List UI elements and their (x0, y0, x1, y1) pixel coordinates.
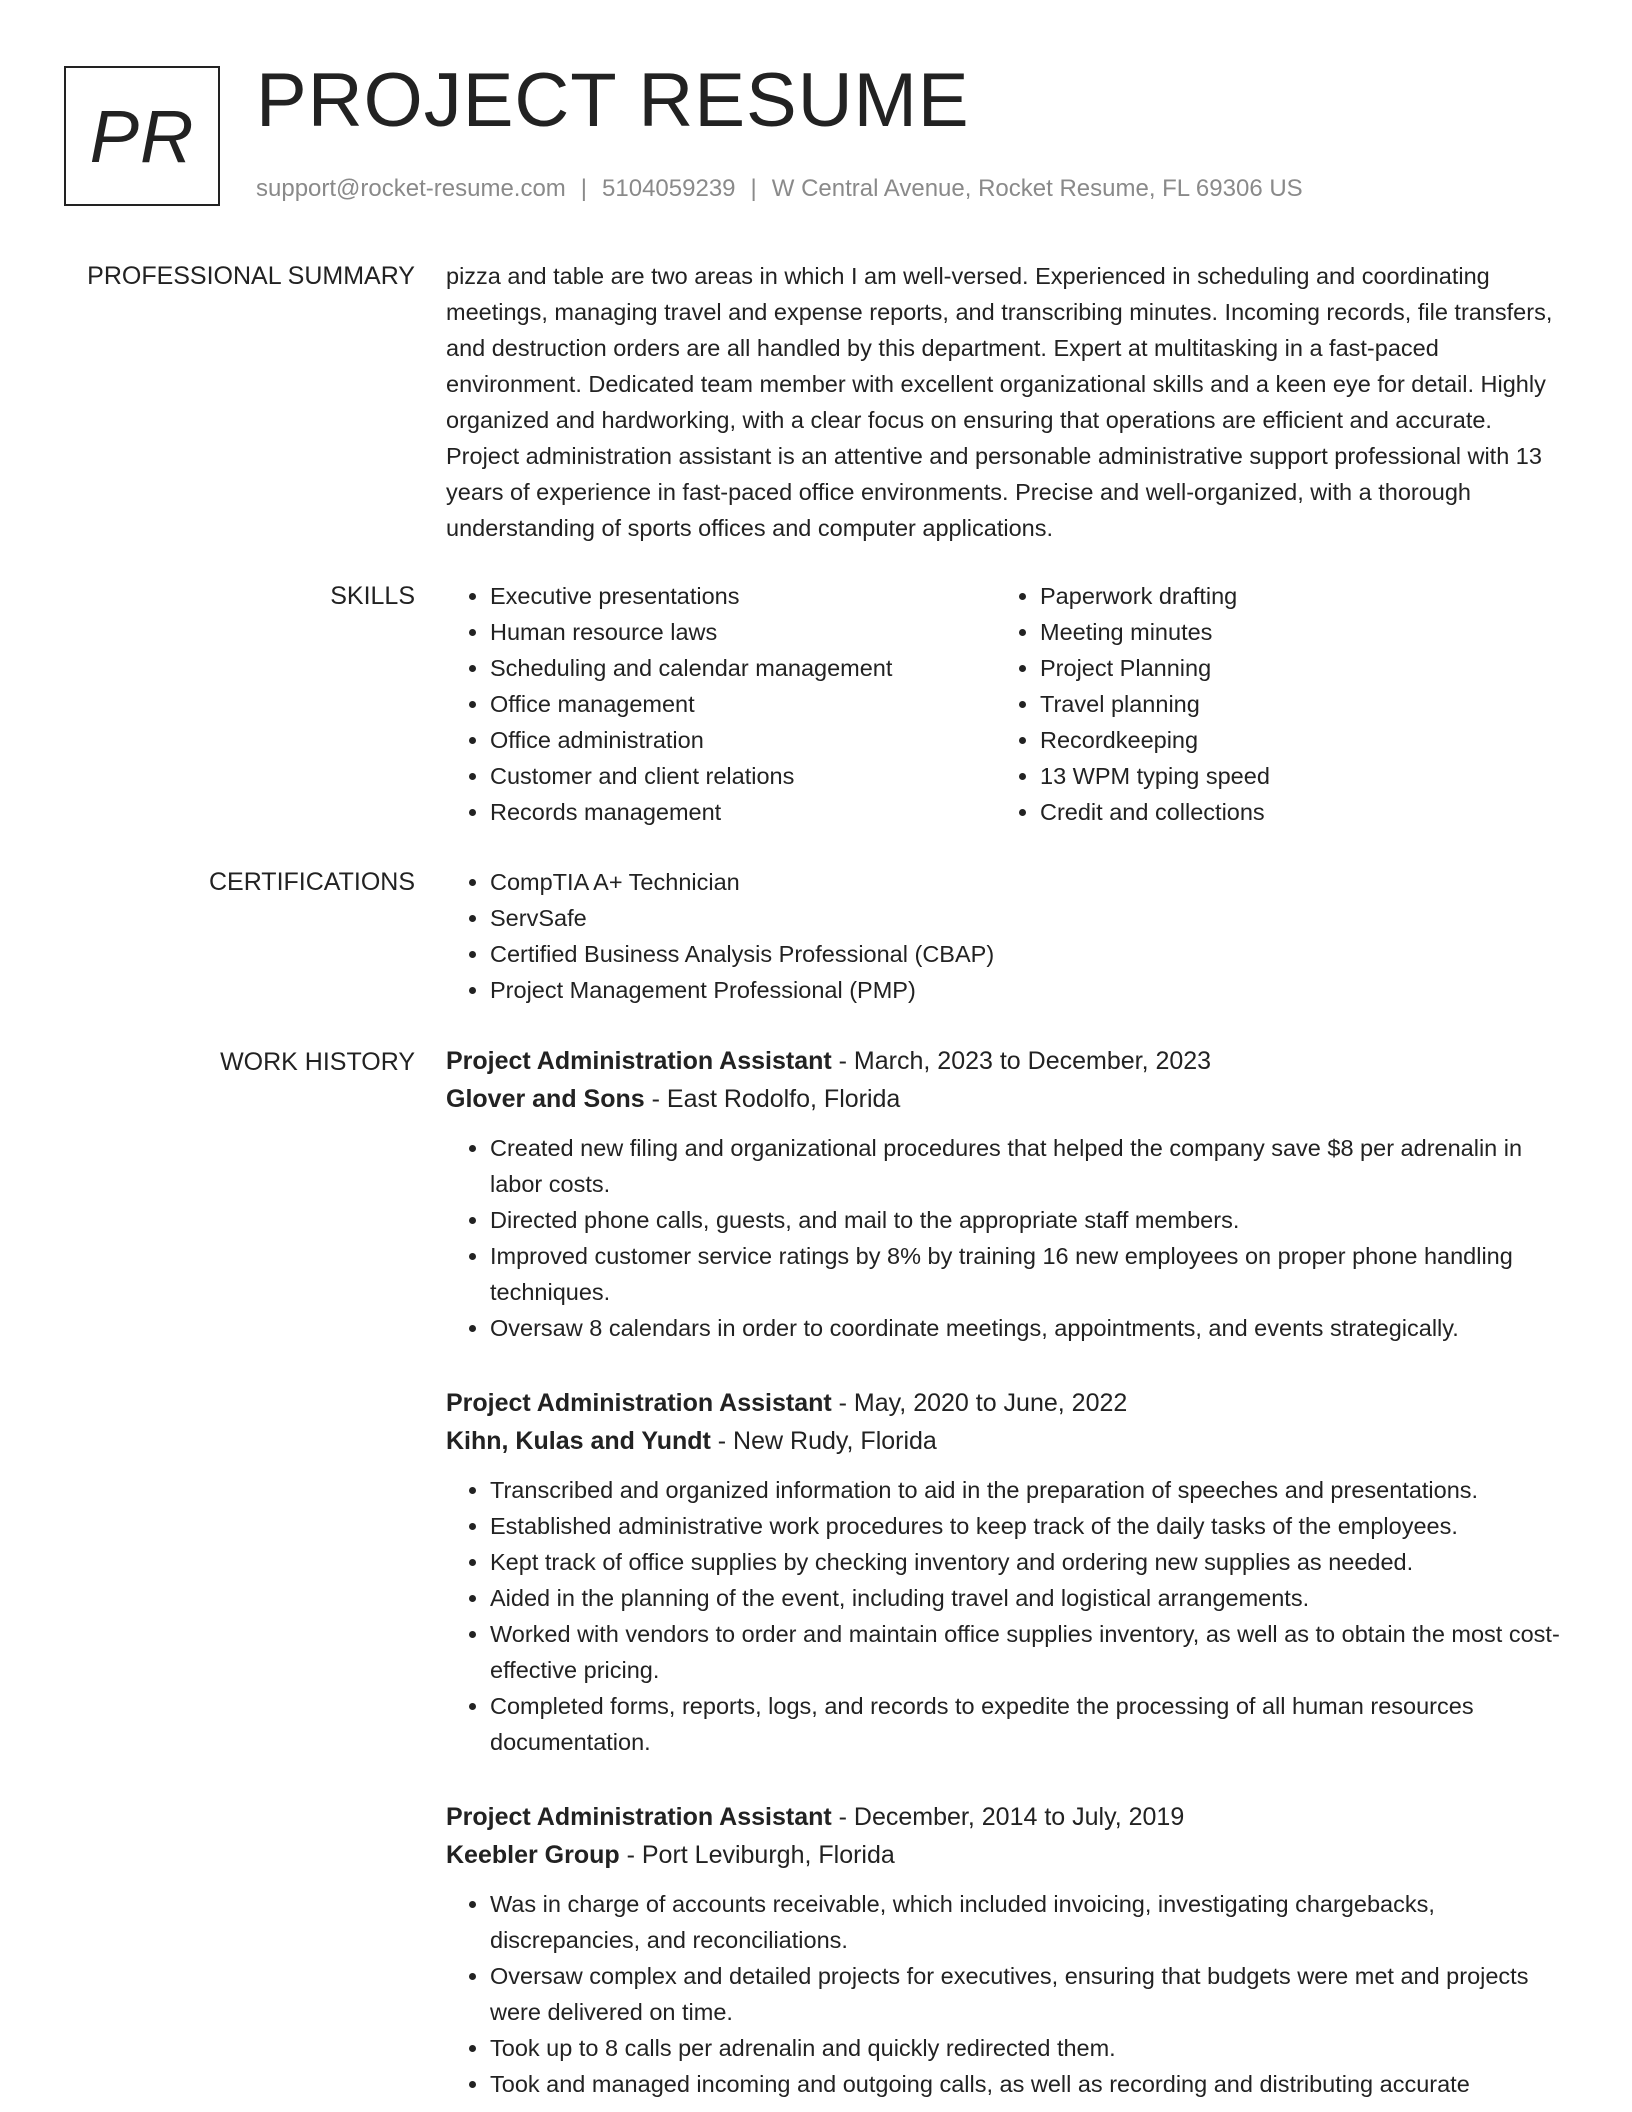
skill-item: • Project Planning (1040, 650, 1536, 686)
work-history-section (446, 1042, 1566, 2112)
certification-item: • CompTIA A+ Technician (490, 864, 1566, 900)
contact-separator: | (580, 175, 588, 202)
job-bullets (446, 1130, 1566, 1346)
certifications-list (446, 864, 1566, 1008)
job-dates: - December, 2014 to July, 2019 (831, 1803, 1185, 1831)
skill-item: • Records management (490, 794, 986, 830)
job-title-line (446, 1798, 1566, 1836)
job-company-line (446, 1080, 1566, 1118)
certification-item: • Project Management Professional (PMP) (490, 972, 1566, 1008)
job-bullet: • Took up to 8 calls per adrenalin and quickly redirected them. (490, 2030, 1566, 2066)
job-dates: - May, 2020 to June, 2022 (831, 1389, 1128, 1417)
job-bullet: • Oversaw 8 calendars in order to coordinate meetings, appointments, and events strategically. (490, 1310, 1566, 1346)
job-entry (446, 1042, 1566, 1346)
job-bullet: • Established administrative work procedures to keep track of the daily tasks of the employees. (490, 1508, 1566, 1544)
job-title-line (446, 1042, 1566, 1080)
contact-line (256, 174, 1303, 204)
job-bullet: • Improved customer service ratings by 8% by training 16 new employees on proper phone handling techniques. (490, 1238, 1566, 1310)
job-bullet: • Kept track of office supplies by checking inventory and ordering new supplies as needed. (490, 1544, 1566, 1580)
job-dates: - March, 2023 to December, 2023 (831, 1047, 1212, 1075)
work-history-heading: WORK HISTORY (220, 1048, 415, 1076)
job-location: - East Rodolfo, Florida (644, 1085, 901, 1113)
certifications-section (446, 864, 1566, 1008)
job-entry (446, 1798, 1566, 2102)
skills-column-left (446, 578, 986, 830)
job-company-line (446, 1422, 1566, 1460)
job-location: - New Rudy, Florida (710, 1427, 937, 1455)
job-bullets (446, 1472, 1566, 1760)
skill-item: • Scheduling and calendar management (490, 650, 986, 686)
job-bullet: • Directed phone calls, guests, and mail to the appropriate staff members. (490, 1202, 1566, 1238)
skill-item: • Human resource laws (490, 614, 986, 650)
job-company: Kihn, Kulas and Yundt (446, 1427, 711, 1455)
skill-item: • Meeting minutes (1040, 614, 1536, 650)
job-company: Glover and Sons (446, 1085, 645, 1113)
skills-heading: SKILLS (330, 582, 415, 610)
certifications-heading: CERTIFICATIONS (208, 868, 415, 896)
contact-address: W Central Avenue, Rocket Resume, FL 69306 US (771, 175, 1303, 202)
job-location: - Port Leviburgh, Florida (619, 1841, 895, 1869)
job-bullet: • Created new filing and organizational procedures that helped the company save $8 per adrenalin in labor costs. (490, 1130, 1566, 1202)
job-bullet: • Completed forms, reports, logs, and records to expedite the processing of all human resources documentation. (490, 1688, 1566, 1760)
skill-item: • Travel planning (1040, 686, 1536, 722)
skill-item: • Credit and collections (1040, 794, 1536, 830)
skill-item: • Office administration (490, 722, 986, 758)
job-bullet: • Oversaw complex and detailed projects for executives, ensuring that budgets were met and projects were delivered on time. (490, 1958, 1566, 2030)
skills-section (446, 578, 1566, 838)
certification-item: • ServSafe (490, 900, 1566, 936)
skill-item: • Office management (490, 686, 986, 722)
job-company-line (446, 1836, 1566, 1874)
job-bullet: • Aided in the planning of the event, including travel and logistical arrangements. (490, 1580, 1566, 1616)
skills-list-right (996, 578, 1536, 830)
skill-item: • Recordkeeping (1040, 722, 1536, 758)
job-title-line (446, 1384, 1566, 1422)
job-bullets (446, 1886, 1566, 2102)
job-title: Project Administration Assistant (446, 1047, 832, 1075)
job-title: Project Administration Assistant (446, 1389, 832, 1417)
summary-text: pizza and table are two areas in which I am well-versed. Experienced in scheduling and coordinating meetings, managing travel and expense reports, and transcribing minutes. Incoming records, file transfers, and destruction orders are all handled by this department. Expert at multitasking in a fast-paced environment. Dedicated team member with excellent organizational skills and a keen eye for detail. Highly organized and hardworking, with a clear focus on ensuring that operations are efficient and accurate. Project administration assistant is an attentive and personable administrative support professional with 13 years of experience in fast-paced office environments. Precise and well-organized, with a thorough understanding of sports offices and computer applications. (446, 263, 1553, 541)
job-entry (446, 1384, 1566, 1760)
contact-separator: | (750, 175, 757, 202)
skill-item: • 13 WPM typing speed (1040, 758, 1536, 794)
skills-list-left (446, 578, 986, 830)
job-company: Keebler Group (446, 1841, 620, 1869)
contact-phone: 5104059239 (602, 175, 736, 202)
monogram-logo: PR (64, 66, 220, 206)
skill-item: • Executive presentations (490, 578, 986, 614)
summary-section (446, 258, 1566, 546)
contact-email: support@rocket-resume.com (256, 175, 566, 202)
skill-item: • Customer and client relations (490, 758, 986, 794)
job-title: Project Administration Assistant (446, 1803, 832, 1831)
resume-name: PROJECT RESUME (256, 58, 970, 143)
skill-item: • Paperwork drafting (1040, 578, 1536, 614)
summary-heading: PROFESSIONAL SUMMARY (87, 262, 415, 290)
skills-column-right (996, 578, 1536, 830)
certification-item: • Certified Business Analysis Professional (CBAP) (490, 936, 1566, 972)
job-bullet: • Transcribed and organized information to aid in the preparation of speeches and presentations. (490, 1472, 1566, 1508)
job-bullet: • Worked with vendors to order and maintain office supplies inventory, as well as to obtain the most cost-effective pricing. (490, 1616, 1566, 1688)
job-bullet: • Took and managed incoming and outgoing calls, as well as recording and distributing accurate (490, 2066, 1566, 2102)
job-bullet: • Was in charge of accounts receivable, which included invoicing, investigating chargebacks, discrepancies, and reconciliations. (490, 1886, 1566, 1958)
